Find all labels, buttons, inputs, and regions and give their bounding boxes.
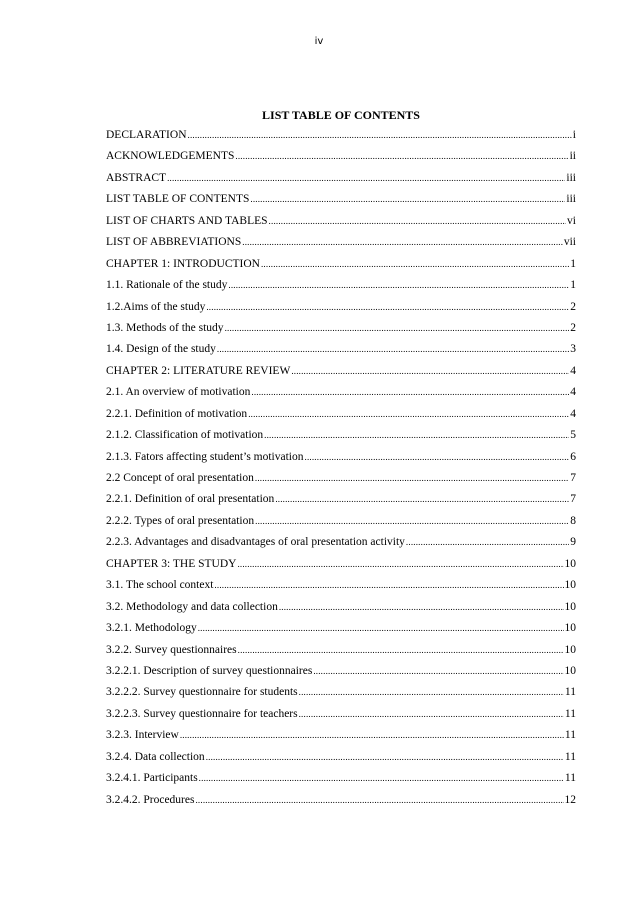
toc-entry[interactable] xyxy=(106,128,576,149)
toc-entry[interactable] xyxy=(106,192,576,213)
toc-entry-label: 2.2.2. Types of oral presentation xyxy=(106,514,255,527)
toc-entry[interactable] xyxy=(106,750,576,771)
toc-dot-leader xyxy=(305,450,570,464)
toc-entry[interactable] xyxy=(106,557,576,578)
toc-dot-leader xyxy=(188,128,572,142)
toc-entry[interactable] xyxy=(106,771,576,792)
toc-entry-label: 2.2.1. Definition of motivation xyxy=(106,407,248,420)
toc-entry-page: 4 xyxy=(570,386,576,399)
toc-entry-page: 4 xyxy=(570,364,576,377)
toc-entry-label: 1.2.Aims of the study xyxy=(106,300,206,313)
toc-entry-page: i xyxy=(572,129,576,141)
toc-entry-page: 11 xyxy=(564,707,576,720)
toc-dot-leader xyxy=(299,707,564,721)
toc-entry-label: 1.3. Methods of the study xyxy=(106,321,224,334)
toc-entry-page: ii xyxy=(569,150,576,163)
toc-dot-leader xyxy=(167,171,565,185)
toc-entry[interactable] xyxy=(106,514,576,535)
toc-entry[interactable] xyxy=(106,257,576,278)
toc-entry-page: 1 xyxy=(570,257,576,270)
toc-dot-leader xyxy=(264,428,569,442)
toc-entry-label: 3.2.3. Interview xyxy=(106,729,179,742)
toc-dot-leader xyxy=(206,300,569,314)
toc-dot-leader xyxy=(237,557,563,571)
toc-entry[interactable] xyxy=(106,578,576,599)
toc-entry-page: 2 xyxy=(570,300,576,313)
toc-entry-page: 11 xyxy=(564,750,576,763)
toc-entry-label: 2.2.3. Advantages and disadvantages of oral presentation activity xyxy=(106,536,405,549)
toc-entry-label: LIST OF CHARTS AND TABLES xyxy=(106,214,268,227)
toc-entry-page: 5 xyxy=(570,429,576,442)
toc-entry[interactable] xyxy=(106,321,576,342)
toc-entry-page: 10 xyxy=(564,600,576,613)
toc-dot-leader xyxy=(198,621,564,635)
toc-dot-leader xyxy=(261,257,569,271)
toc-entry-label: 3.2.4.2. Procedures xyxy=(106,793,195,806)
toc-dot-leader xyxy=(242,235,563,249)
toc-entry-label: 3.2.2. Survey questionnaires xyxy=(106,643,237,656)
toc-dot-leader xyxy=(251,385,569,399)
toc-entry-page: 10 xyxy=(564,557,576,570)
toc-dot-leader xyxy=(180,728,564,742)
toc-entry-label: 1.1. Rationale of the study xyxy=(106,279,228,292)
toc-entry-page: 12 xyxy=(564,793,576,806)
toc-entry-label: 2.2 Concept of oral presentation xyxy=(106,472,254,484)
toc-entry-page: vi xyxy=(567,214,576,227)
toc-dot-leader xyxy=(255,514,569,528)
toc-dot-leader xyxy=(291,364,569,378)
toc-entry-label: CHAPTER 2: LITERATURE REVIEW xyxy=(106,364,291,377)
toc-entry[interactable] xyxy=(106,535,576,556)
toc-entry[interactable] xyxy=(106,364,576,385)
toc-entry-page: 10 xyxy=(564,643,576,656)
toc-entry-page: 8 xyxy=(570,514,576,527)
toc-entry-page: 3 xyxy=(570,343,576,356)
toc-entry[interactable] xyxy=(106,600,576,621)
toc-entry-page: 4 xyxy=(570,407,576,420)
toc-entry-label: 2.1.3. Fators affecting student’s motivation xyxy=(106,450,304,463)
toc-entry[interactable] xyxy=(106,235,576,256)
toc-dot-leader xyxy=(195,793,563,807)
toc-entry[interactable] xyxy=(106,621,576,642)
toc-entry-label: 3.2.1. Methodology xyxy=(106,622,197,635)
toc-entry-label: 3.2. Methodology and data collection xyxy=(106,600,278,613)
toc-entry-label: 1.4. Design of the study xyxy=(106,343,216,356)
toc-entry-label: 3.2.4. Data collection xyxy=(106,750,205,763)
toc-entry[interactable] xyxy=(106,471,576,492)
toc-entry[interactable] xyxy=(106,214,576,235)
toc-entry-page: 11 xyxy=(564,729,576,742)
toc-entry-label: 2.2.1. Definition of oral presentation xyxy=(106,493,275,506)
toc-dot-leader xyxy=(199,771,564,785)
toc-entry-label: CHAPTER 3: THE STUDY xyxy=(106,557,237,570)
toc-dot-leader xyxy=(313,664,563,678)
toc-entry[interactable] xyxy=(106,793,576,814)
toc-dot-leader xyxy=(206,750,564,764)
toc-entry-page: 10 xyxy=(564,622,576,635)
toc-entry-label: 2.1.2. Classification of motivation xyxy=(106,429,264,442)
toc-dot-leader xyxy=(214,578,563,592)
toc-entry-label: LIST OF ABBREVIATIONS xyxy=(106,236,242,249)
toc-entry[interactable] xyxy=(106,728,576,749)
toc-entry-page: vii xyxy=(563,236,576,249)
toc-entry[interactable] xyxy=(106,407,576,428)
toc-entry[interactable] xyxy=(106,278,576,299)
toc-entry[interactable] xyxy=(106,300,576,321)
toc-dot-leader xyxy=(217,342,569,356)
toc-entry-page: 6 xyxy=(570,450,576,463)
toc-entry-label: ACKNOWLEDGEMENTS xyxy=(106,150,235,163)
toc-entry-page: iii xyxy=(566,171,576,184)
toc-entry-page: iii xyxy=(566,193,576,206)
toc-entry-label: 3.2.2.3. Survey questionnaire for teachers xyxy=(106,707,298,720)
toc-entry[interactable] xyxy=(106,428,576,449)
toc-dot-leader xyxy=(406,535,569,549)
toc-dot-leader xyxy=(228,278,569,292)
toc-dot-leader xyxy=(248,407,569,421)
toc-dot-leader xyxy=(269,214,567,228)
toc-entry-page: 11 xyxy=(564,686,576,699)
toc-title: LIST TABLE OF CONTENTS xyxy=(262,108,420,122)
toc-entry-label: 3.2.4.1. Participants xyxy=(106,772,198,785)
toc-dot-leader xyxy=(238,643,564,657)
toc-entry[interactable] xyxy=(106,664,576,685)
toc-dot-leader xyxy=(225,321,570,335)
toc-entry-page: 7 xyxy=(570,493,576,506)
toc-entry[interactable] xyxy=(106,342,576,363)
toc-entry-label: CHAPTER 1: INTRODUCTION xyxy=(106,257,260,270)
toc-entry-page: 10 xyxy=(564,579,576,592)
toc-entry[interactable] xyxy=(106,171,576,192)
toc-list xyxy=(106,128,576,814)
toc-dot-leader xyxy=(250,192,565,206)
toc-entry-page: 1 xyxy=(570,279,576,292)
toc-dot-leader xyxy=(279,600,564,614)
toc-entry[interactable] xyxy=(106,707,576,728)
toc-entry-label: 2.1. An overview of motivation xyxy=(106,386,251,399)
toc-entry[interactable] xyxy=(106,492,576,513)
toc-entry-label: 3.2.2.2. Survey questionnaire for students xyxy=(106,686,298,699)
toc-dot-leader xyxy=(299,685,564,699)
toc-entry-label: 3.2.2.1. Description of survey questionnaires xyxy=(106,664,313,677)
toc-entry-page: 9 xyxy=(570,536,576,549)
toc-entry[interactable] xyxy=(106,685,576,706)
toc-entry[interactable] xyxy=(106,450,576,471)
toc-entry-label: 3.1. The school context xyxy=(106,579,214,592)
toc-dot-leader xyxy=(255,471,569,485)
toc-entry-page: 2 xyxy=(570,321,576,334)
toc-entry[interactable] xyxy=(106,643,576,664)
toc-entry-page: 11 xyxy=(564,772,576,785)
toc-dot-leader xyxy=(235,149,568,163)
toc-entry-label: DECLARATION xyxy=(106,129,187,141)
toc-entry[interactable] xyxy=(106,149,576,170)
toc-entry-page: 10 xyxy=(564,664,576,677)
toc-dot-leader xyxy=(275,492,569,506)
toc-entry-page: 7 xyxy=(570,472,576,484)
toc-entry-label: LIST TABLE OF CONTENTS xyxy=(106,193,250,206)
toc-entry-label: ABSTRACT xyxy=(106,171,167,184)
toc-entry[interactable] xyxy=(106,385,576,406)
page-number: iv xyxy=(314,36,324,47)
